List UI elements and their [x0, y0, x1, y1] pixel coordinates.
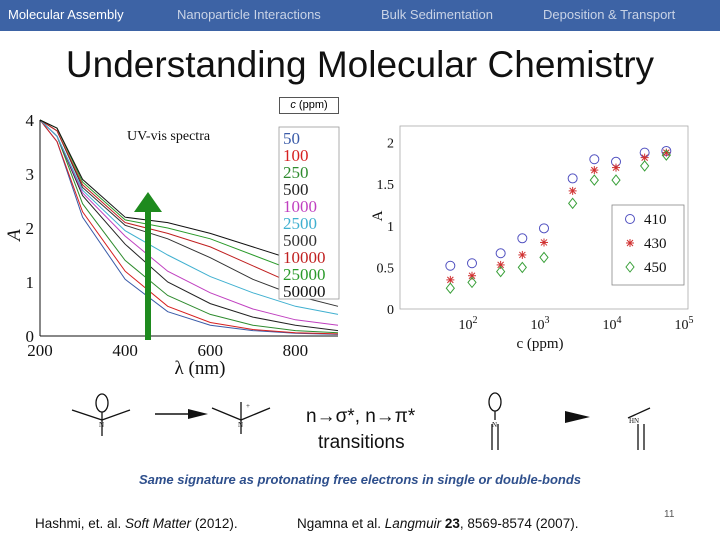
uv-legend-entry: 1000: [283, 197, 317, 216]
abs-data-point: [641, 161, 649, 171]
abs-legend-entry: 430: [644, 236, 667, 252]
uv-y-axis-label: A: [4, 229, 25, 241]
svg-text:HN: HN: [629, 417, 640, 425]
svg-text:N: N: [99, 421, 105, 429]
abs-data-point: [590, 155, 599, 164]
transition-caption-line2: transitions: [318, 432, 405, 453]
abs-data-point: [497, 261, 505, 269]
absorbance-vs-concentration-chart: [360, 112, 700, 362]
concentration-unit-label: c (ppm): [279, 97, 339, 114]
uv-legend-entry: 50000: [283, 282, 326, 301]
reaction-arrow-1-icon: [155, 409, 208, 419]
uv-vis-spectra-chart: [0, 100, 345, 385]
top-navigation-bar: [0, 0, 720, 31]
reference-ngamna: Ngamna et al. Langmuir 23, 8569-8574 (2007).: [297, 516, 579, 531]
uv-legend-entry: 5000: [283, 231, 317, 250]
summary-statement: Same signature as protonating free electrons in single or double-bonds: [138, 472, 582, 487]
abs-data-point: [446, 283, 454, 293]
uv-annotation-label: UV-vis spectra: [127, 129, 211, 144]
reference-hashmi: Hashmi, et. al. Soft Matter (2012).: [35, 516, 238, 531]
svg-text:N: N: [492, 421, 498, 429]
abs-data-point: [446, 261, 455, 270]
tab-molecular-assembly[interactable]: Molecular Assembly: [8, 7, 124, 22]
abs-data-point: [540, 252, 548, 262]
abs-data-point: [568, 174, 577, 183]
uv-x-tick-label: 600: [197, 341, 224, 360]
abs-y-tick-label: 1: [387, 219, 394, 235]
protonated-amine-icon: [212, 402, 270, 434]
abs-data-point: [468, 259, 477, 268]
svg-text:N: N: [238, 421, 244, 429]
uv-legend-entry: 100: [283, 146, 309, 165]
abs-data-point: [496, 249, 505, 258]
abs-data-point: [540, 238, 548, 246]
uv-legend-entry: 10000: [283, 248, 326, 267]
svg-text:+: +: [246, 402, 250, 410]
abs-x-axis-label: c (ppm): [516, 336, 564, 352]
imine-lone-pair-icon: [489, 393, 501, 450]
abs-data-point: [590, 175, 598, 185]
abs-data-point: [590, 166, 598, 174]
tab-deposition-transport[interactable]: Deposition & Transport: [543, 7, 676, 22]
abs-data-point: [612, 164, 620, 172]
abs-data-point: [468, 272, 476, 280]
uv-legend-entry: 25000: [283, 265, 326, 284]
abs-data-point: [518, 251, 526, 259]
abs-x-tick-label: $10^2$: [458, 315, 478, 333]
abs-y-axis-label: A: [370, 210, 386, 222]
abs-data-point: [569, 198, 577, 208]
abs-y-tick-label: 0: [387, 303, 394, 318]
uv-y-tick-label: 2: [25, 219, 34, 238]
uv-legend-entry: 50: [283, 129, 300, 148]
tab-nanoparticle-interactions[interactable]: Nanoparticle Interactions: [177, 7, 321, 22]
abs-y-tick-label: 2: [387, 136, 394, 152]
slide-title: Understanding Molecular Chemistry: [65, 44, 655, 85]
absorbance-legend: [612, 205, 684, 285]
uv-legend-entry: 250: [283, 163, 309, 182]
transition-caption-line1: n→σ*, n→π*: [306, 406, 416, 427]
uv-legend-entry: 500: [283, 180, 309, 199]
protonated-imine-icon: [628, 408, 650, 450]
abs-x-tick-label: $10^3$: [530, 315, 550, 333]
abs-x-tick-label: $10^5$: [674, 315, 694, 333]
abs-data-point: [518, 234, 527, 243]
uv-x-axis-label: λ (nm): [174, 358, 226, 379]
amine-lone-pair-icon: [72, 394, 130, 436]
page-number: 11: [664, 509, 675, 520]
uv-x-tick-label: 400: [112, 341, 138, 360]
increasing-concentration-arrow: [134, 192, 162, 340]
abs-y-tick-label: 0.5: [376, 261, 394, 277]
abs-data-point: [518, 262, 526, 272]
uv-x-tick-label: 200: [27, 341, 53, 360]
uv-y-tick-label: 1: [25, 273, 34, 292]
uv-y-tick-label: 0: [25, 327, 34, 346]
uv-legend: [279, 127, 339, 301]
abs-x-tick-label: $10^4$: [602, 315, 622, 333]
abs-data-point: [626, 239, 634, 247]
uv-y-tick-label: 3: [25, 165, 34, 184]
reaction-arrow-2-icon: [565, 411, 590, 423]
uv-y-tick-label: 4: [25, 111, 34, 130]
transition-caption: [306, 404, 415, 456]
abs-data-point: [569, 187, 577, 195]
uv-x-tick-label: 800: [282, 341, 309, 360]
abs-data-point: [540, 224, 549, 233]
abs-y-tick-label: 1.5: [376, 178, 394, 194]
uv-legend-entry: 2500: [283, 214, 317, 233]
abs-data-point: [612, 175, 620, 185]
tab-bulk-sedimentation[interactable]: Bulk Sedimentation: [381, 7, 494, 22]
abs-legend-entry: 450: [644, 260, 667, 276]
abs-legend-entry: 410: [644, 212, 667, 228]
